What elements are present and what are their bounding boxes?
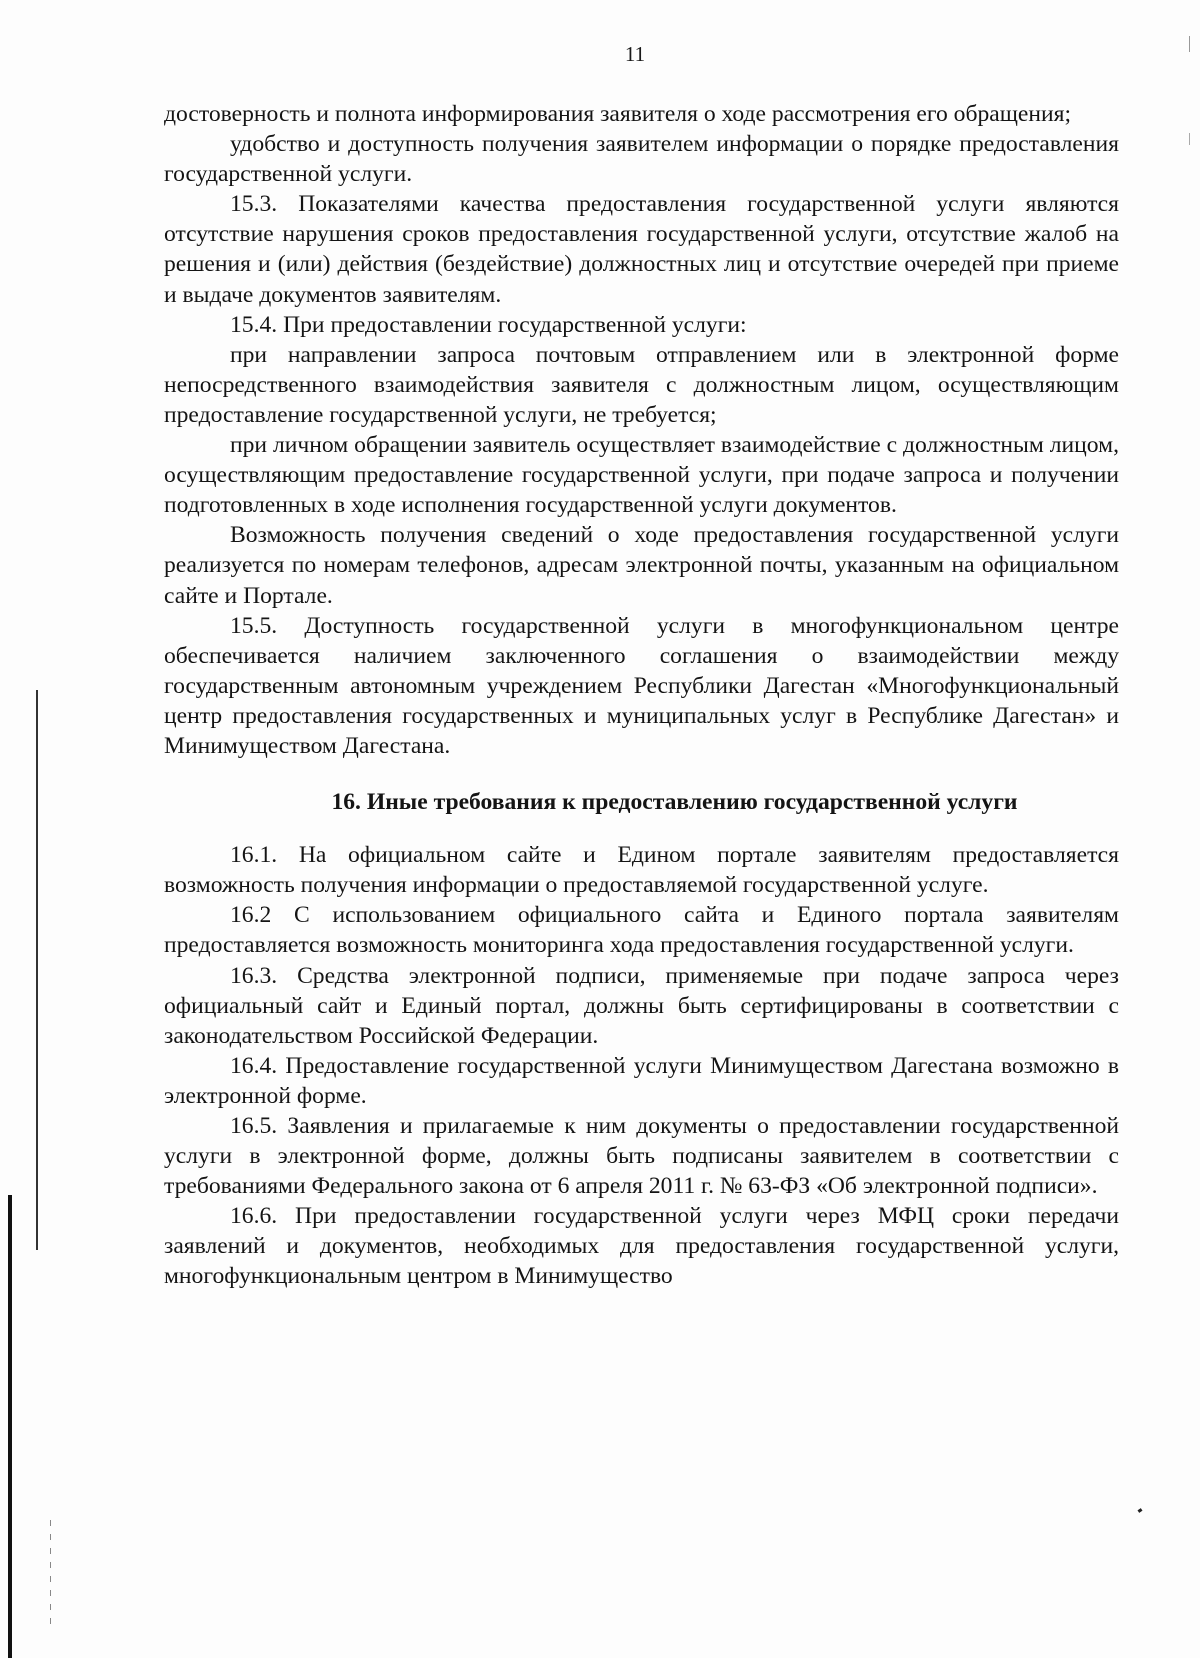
paragraph: 15.4. При предоставлении государственной услуги: [230,311,747,338]
paragraph: при личном обращении заявитель осуществляет взаимодействие с должностным лицом, осуществляющим предоставление государственной услуги, при подаче запроса и получении подготовленных в ходе исполнения государственной услуги документов. [164,432,1119,519]
paragraph: удобство и доступность получения заявителем информации о порядке предоставления государственной услуги. [164,131,1119,188]
paragraph: 15.5. Доступность государственной услуги в многофункциональном центре обеспечивается наличием заключенного соглашения о взаимодействии между государственным автономным учреждением Республики Дагестан «Многофункциональный центр предоставления государственных и муниципальных услуг в Республике Дагестан» и Минимуществом Дагестана. [164,612,1119,759]
paragraph: 16.1. На официальном сайте и Едином портале заявителям предоставляется возможность получения информации о предоставляемой государственной услуге. [164,842,1119,899]
paragraph: 16.3. Средства электронной подписи, применяемые при подаче запроса через официальный сайт и Единый портал, должны быть сертифицированы в соответствии с законодательством Российской Федерации. [164,962,1119,1049]
paragraph: при направлении запроса почтовым отправлением или в электронной форме непосредственного взаимодействия заявителя с должностным лицом, осуществляющим предоставление государственной услуги, не требуется; [164,341,1119,428]
scan-edge-line-thick [8,1195,12,1658]
scan-edge-dashes [50,1520,51,1630]
scan-edge-line [36,690,38,1250]
paragraph: 16.6. При предоставлении государственной услуги через МФЦ сроки передачи заявлений и документов, необходимых для предоставления государственной услуги, многофункциональным центром в Минимущество [164,1203,1119,1290]
page-number: 11 [624,42,646,66]
scan-right-tick [1189,133,1190,145]
paragraph: достоверность и полнота информирования заявителя о ходе рассмотрения его обращения; [164,101,1072,127]
paragraph: 15.3. Показателями качества предоставления государственной услуги являются отсутствие нарушения сроков предоставления государственной услуги, отсутствие жалоб на решения и (или) действия (бездействие) должностных лиц и отсутствие очередей при приеме и выдаче документов заявителям. [164,191,1119,308]
paragraph: 16.2 С использованием официального сайта и Единого портала заявителям предоставляется возможность мониторинга хода предоставления государственной услуги. [164,902,1119,959]
paragraph: 16.5. Заявления и прилагаемые к ним документы о предоставлении государственной услуги в электронной форме, должны быть подписаны заявителем в соответствии с требованиями Федерального закона от 6 апреля 2011 г. № 63-ФЗ «Об электронной подписи». [164,1113,1119,1200]
document-body [164,99,1119,1292]
scan-right-tick [1189,36,1190,52]
paragraph: 16.4. Предоставление государственной услуги Минимуществом Дагестана возможно в электронной форме. [164,1052,1119,1109]
scan-speck [1138,1508,1143,1513]
section-heading: 16. Иные требования к предоставлению государственной услуги [331,789,1018,816]
paragraph: Возможность получения сведений о ходе предоставления государственной услуги реализуется по номерам телефонов, адресам электронной почты, указанным на официальном сайте и Портале. [164,522,1119,609]
